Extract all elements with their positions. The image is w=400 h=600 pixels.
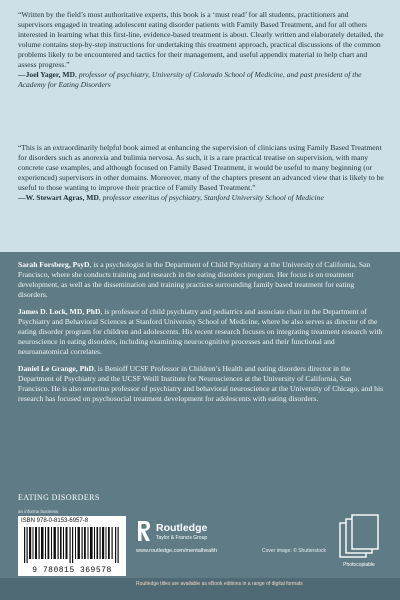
quote-text: “This is an extraordinarily helpful book aimed at enhancing the supervision of clinicians using Family Based Treatment for disorders such as anorexia and bulimia nervosa. As such, it is a rare practical treatise on supervision, with many concrete case examples, and although focused on Family Based Treatment, it would be useful to many beginning (or experienced) supervisors in other domains. Moreover, many of the chapters present an advanced view that is likely to be useful to those wanting to improve their practice of Family Based Treatment.” — [18, 143, 384, 192]
barcode-digits: 9 780815 369578 — [32, 566, 112, 575]
author-name: Sarah Forsberg, PsyD — [18, 260, 90, 269]
author-bio-text: , is a psychologist in the Department of Child Psychiatry at the University of California, San Francisco, where she conducts training and research in the eating disorders program. Her focus is on treatment development, as well as the dissemination and training practices surrounding family based treatment for eating disorders. — [18, 260, 371, 299]
footer-bar — [0, 578, 400, 600]
cover-image-credit: Cover image: © Shutterstock — [262, 548, 326, 554]
subject-category: EATING DISORDERS — [18, 493, 100, 502]
barcode-icon — [22, 527, 122, 563]
photocopy-pages-icon — [334, 513, 384, 561]
endorsement-panel — [0, 0, 400, 252]
quote-text: “Written by the field’s most authoritative experts, this book is a ‘must read’ for all students, practitioners and supervisors engaged in treating adolescent eating disorder patients with Family Based Treatment, and for all others interested in learning what this first-line, evidence-based treatment is about. Clearly written and elaborately detailed, the volume contains step-by-step instructions for undertaking this treatment approach, practical discussions of the common problems likely to be encountered and tactics for their management, and useful appendix material to help chart and assess progress.” — [18, 10, 384, 69]
quote-author: —W. Stewart Agras, MD — [18, 193, 99, 202]
author-name: James D. Lock, MD, PhD — [18, 307, 101, 316]
publisher-name: Routledge — [156, 522, 208, 534]
publisher-block — [136, 520, 256, 550]
author-bio — [18, 307, 384, 357]
author-bio — [18, 364, 384, 404]
ebook-note: Routledge titles are available as eBook editions in a range of digital formats — [136, 581, 303, 587]
author-name: Daniel Le Grange, PhD — [18, 364, 94, 373]
publisher-group: Taylor & Francis Group — [156, 535, 208, 541]
quote-attribution: —Joel Yager, MD, professor of psychiatry, University of Colorado School of Medicine, and past president of the Academy for Eating Disorders — [18, 70, 362, 89]
author-bios — [18, 260, 384, 411]
photocopiable-badge — [334, 513, 384, 571]
endorsement-quote — [18, 143, 384, 203]
author-bio — [18, 260, 384, 300]
quote-author: —Joel Yager, MD — [18, 70, 76, 79]
publisher-url[interactable]: www.routledge.com/mentalhealth — [136, 548, 218, 554]
routledge-logo-icon — [136, 520, 152, 542]
photocopiable-label: Photocopiable — [343, 562, 375, 568]
barcode-box — [18, 516, 126, 576]
quote-affiliation: professor emeritus of psychiatry, Stanford University School of Medicine — [102, 193, 324, 202]
informa-tagline: an informa business — [18, 509, 59, 514]
isbn-label: ISBN 978-0-8153-6957-8 — [21, 518, 89, 524]
quote-attribution: —W. Stewart Agras, MD, professor emeritus of psychiatry, Stanford University School of Medicine — [18, 193, 324, 202]
quote-affiliation: professor of psychiatry, University of Colorado School of Medicine, and past president of the Academy for Eating Disorders — [18, 70, 362, 89]
endorsement-quote — [18, 10, 384, 90]
author-bio-text: , is professor of child psychiatry and pediatrics and associate chair in the Department of Psychiatry and Behavioral Sciences at Stanford University School of Medicine, where he also serves as director of the eating disorder program for children and adolescents. His recent research focuses on integrating treatment research with neuroscience in eating disorders, including examining neurocognitive processes and their functional and neuroanatomical correlates. — [18, 307, 383, 356]
author-bio-text: , is Benioff UCSF Professor in Children’s Health and eating disorders director in the Department of Psychiatry and the UCSF Weill Institute for Neurosciences at the University of California, San Francisco. He is also emeritus professor of psychiatry and behavioral neuroscience at the University of Chicago, and his research has focused on psychosocial treatment development for adolescents with eating disorders. — [18, 364, 384, 403]
